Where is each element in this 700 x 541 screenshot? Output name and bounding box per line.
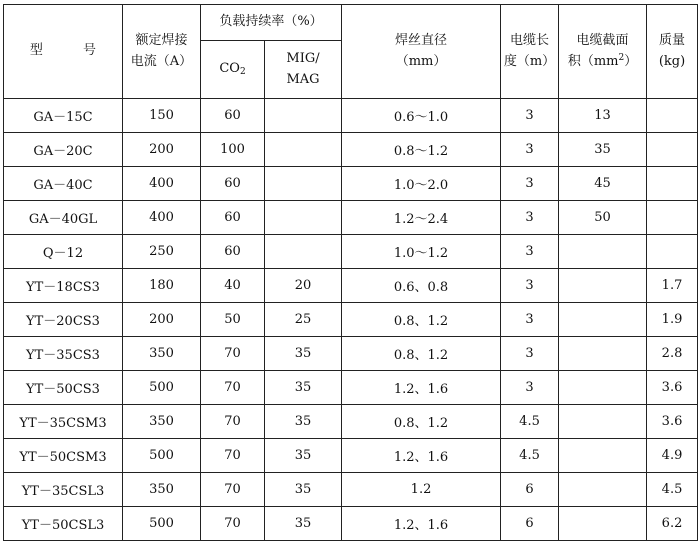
co2-duty-cell: 70 [201, 507, 265, 541]
table-row [4, 133, 698, 167]
co2-duty-cell: 60 [201, 235, 265, 269]
current-cell: 350 [123, 337, 201, 371]
cable-length-cell: 3 [501, 235, 559, 269]
mass-cell [647, 133, 698, 167]
co2-duty-cell: 60 [201, 167, 265, 201]
header-mig-line1: MIG/ [286, 50, 320, 66]
wire-diameter-cell: 1.0～2.0 [342, 167, 501, 201]
table-row [4, 167, 698, 201]
cable-length-cell: 3 [501, 99, 559, 133]
mass-cell [647, 235, 698, 269]
header-cable-area-line2 [559, 52, 646, 73]
mig-duty-cell: 35 [265, 473, 342, 507]
cable-area-cell [559, 303, 647, 337]
current-cell: 400 [123, 167, 201, 201]
wire-diameter-cell: 0.8～1.2 [342, 133, 501, 167]
mass-cell: 3.6 [647, 371, 698, 405]
table-body [4, 99, 698, 541]
model-cell: YT－50CS3 [4, 371, 123, 405]
cable-length-cell: 6 [501, 473, 559, 507]
mass-cell: 4.9 [647, 439, 698, 473]
header-co2-sub: 2 [239, 67, 246, 78]
table-header [4, 5, 698, 99]
mig-duty-cell [265, 99, 342, 133]
cable-length-cell: 3 [501, 167, 559, 201]
cable-length-cell: 3 [501, 269, 559, 303]
model-cell: GA－40C [4, 167, 123, 201]
model-cell: Q－12 [4, 235, 123, 269]
cable-area-cell [559, 337, 647, 371]
co2-duty-cell: 60 [201, 99, 265, 133]
current-cell: 500 [123, 439, 201, 473]
current-cell: 150 [123, 99, 201, 133]
cable-area-cell: 45 [559, 167, 647, 201]
mig-duty-cell [265, 133, 342, 167]
current-cell: 180 [123, 269, 201, 303]
current-cell: 200 [123, 303, 201, 337]
co2-duty-cell: 60 [201, 201, 265, 235]
mig-duty-cell: 35 [265, 507, 342, 541]
wire-diameter-cell: 0.8、1.2 [342, 337, 501, 371]
table-row [4, 201, 698, 235]
wire-diameter-cell: 1.2、1.6 [342, 439, 501, 473]
table-row [4, 269, 698, 303]
co2-duty-cell: 40 [201, 269, 265, 303]
header-mass-line2: (kg) [658, 53, 686, 69]
welding-torch-spec-table [3, 4, 698, 541]
cable-area-cell [559, 507, 647, 541]
model-cell: YT－35CS3 [4, 337, 123, 371]
wire-diameter-cell: 1.2～2.4 [342, 201, 501, 235]
co2-duty-cell: 70 [201, 371, 265, 405]
co2-duty-cell: 70 [201, 473, 265, 507]
mig-duty-cell: 25 [265, 303, 342, 337]
mass-cell [647, 99, 698, 133]
header-cable-length-line2: 度（m） [503, 53, 556, 69]
mig-duty-cell [265, 167, 342, 201]
header-rated-current [123, 5, 201, 99]
model-cell: YT－50CSL3 [4, 507, 123, 541]
header-rated-current-line2: 电流（A） [130, 53, 193, 69]
model-cell: YT－20CS3 [4, 303, 123, 337]
table-row [4, 235, 698, 269]
header-duty-cycle [201, 5, 342, 41]
mass-cell: 3.6 [647, 405, 698, 439]
wire-diameter-cell: 0.6、0.8 [342, 269, 501, 303]
table-row [4, 303, 698, 337]
cable-area-cell [559, 405, 647, 439]
cable-length-cell: 3 [501, 201, 559, 235]
current-cell: 500 [123, 371, 201, 405]
header-cable-area [559, 5, 647, 99]
wire-diameter-cell: 1.2、1.6 [342, 371, 501, 405]
mass-cell [647, 167, 698, 201]
table-row [4, 507, 698, 541]
model-cell: YT－50CSM3 [4, 439, 123, 473]
header-wire-diameter-line1: 焊丝直径 [395, 32, 448, 48]
mig-duty-cell: 35 [265, 371, 342, 405]
mig-duty-cell: 35 [265, 439, 342, 473]
cable-area-cell [559, 473, 647, 507]
header-cable-area-sup: 2 [618, 52, 625, 63]
co2-duty-cell: 100 [201, 133, 265, 167]
model-cell: GA－40GL [4, 201, 123, 235]
wire-diameter-cell: 0.8、1.2 [342, 405, 501, 439]
header-model [4, 5, 123, 99]
cable-length-cell: 6 [501, 507, 559, 541]
co2-duty-cell: 70 [201, 405, 265, 439]
mass-cell: 1.9 [647, 303, 698, 337]
model-cell: GA－15C [4, 99, 123, 133]
header-mass-line1: 质量 [659, 32, 686, 48]
mig-duty-cell [265, 201, 342, 235]
header-model-label: 型 号 [29, 43, 115, 59]
mig-duty-cell: 20 [265, 269, 342, 303]
table-row [4, 371, 698, 405]
mass-cell [647, 201, 698, 235]
wire-diameter-cell: 1.2 [342, 473, 501, 507]
mass-cell: 6.2 [647, 507, 698, 541]
cable-length-cell: 3 [501, 303, 559, 337]
mass-cell: 2.8 [647, 337, 698, 371]
current-cell: 500 [123, 507, 201, 541]
header-cable-length [501, 5, 559, 99]
cable-area-cell [559, 439, 647, 473]
header-co2-main: CO [219, 61, 240, 77]
header-mig-mag [265, 41, 342, 99]
cable-length-cell: 4.5 [501, 439, 559, 473]
cable-length-cell: 3 [501, 133, 559, 167]
header-cable-area-pre: 积（mm [567, 53, 619, 69]
mass-cell: 4.5 [647, 473, 698, 507]
current-cell: 350 [123, 405, 201, 439]
header-co2 [201, 41, 265, 99]
cable-length-cell: 3 [501, 337, 559, 371]
table-row [4, 99, 698, 133]
table-row [4, 405, 698, 439]
co2-duty-cell: 50 [201, 303, 265, 337]
header-cable-area-post: ） [624, 53, 638, 69]
mig-duty-cell [265, 235, 342, 269]
wire-diameter-cell: 0.8、1.2 [342, 303, 501, 337]
co2-duty-cell: 70 [201, 337, 265, 371]
wire-diameter-cell: 1.0～1.2 [342, 235, 501, 269]
cable-area-cell: 13 [559, 99, 647, 133]
model-cell: YT－18CS3 [4, 269, 123, 303]
table-row [4, 439, 698, 473]
header-mig-line2: MAG [286, 71, 320, 87]
cable-area-cell: 50 [559, 201, 647, 235]
wire-diameter-cell: 1.2、1.6 [342, 507, 501, 541]
cable-area-cell [559, 235, 647, 269]
model-cell: YT－35CSL3 [4, 473, 123, 507]
model-cell: YT－35CSM3 [4, 405, 123, 439]
table-row [4, 337, 698, 371]
header-cable-area-line1: 电缆截面 [576, 32, 629, 48]
cable-length-cell: 3 [501, 371, 559, 405]
header-wire-diameter-line2: （mm） [395, 53, 447, 69]
cable-area-cell [559, 371, 647, 405]
cable-area-cell: 35 [559, 133, 647, 167]
header-mass [647, 5, 698, 99]
header-duty-cycle-label: 负载持续率（%） [219, 14, 323, 30]
header-wire-diameter [342, 5, 501, 99]
header-rated-current-line1: 额定焊接 [135, 32, 188, 48]
mass-cell: 1.7 [647, 269, 698, 303]
cable-area-cell [559, 269, 647, 303]
current-cell: 250 [123, 235, 201, 269]
mig-duty-cell: 35 [265, 337, 342, 371]
current-cell: 400 [123, 201, 201, 235]
header-cable-length-line1: 电缆长 [510, 32, 550, 48]
wire-diameter-cell: 0.6～1.0 [342, 99, 501, 133]
table-row [4, 473, 698, 507]
cable-length-cell: 4.5 [501, 405, 559, 439]
current-cell: 350 [123, 473, 201, 507]
model-cell: GA－20C [4, 133, 123, 167]
current-cell: 200 [123, 133, 201, 167]
co2-duty-cell: 70 [201, 439, 265, 473]
mig-duty-cell: 35 [265, 405, 342, 439]
